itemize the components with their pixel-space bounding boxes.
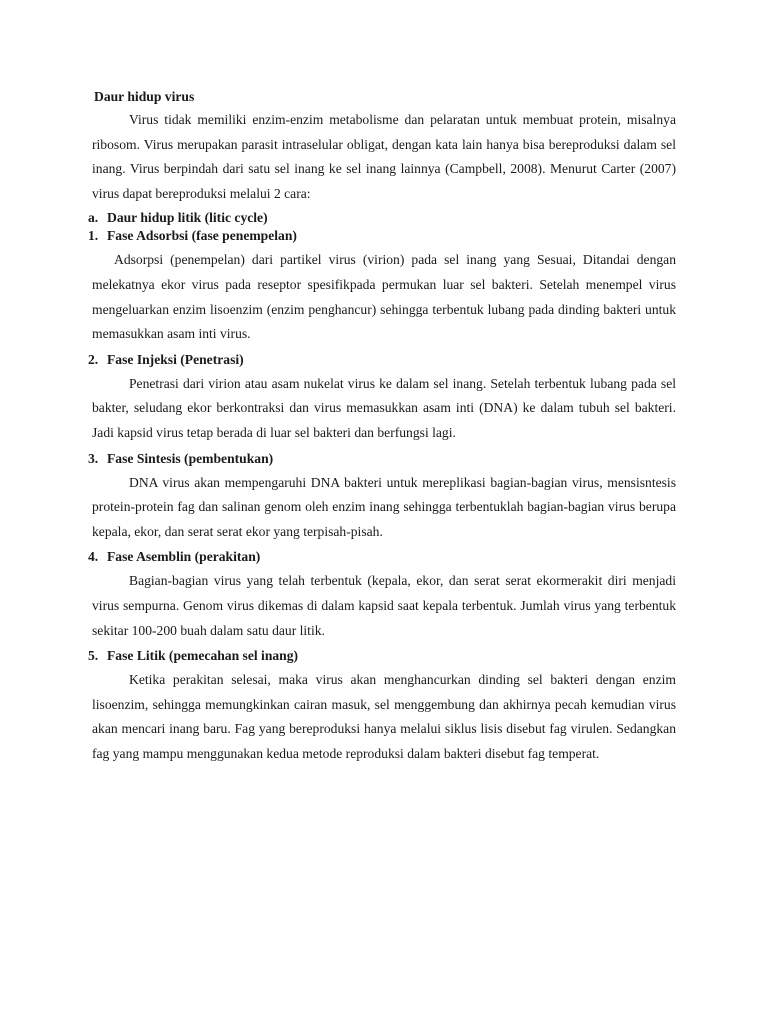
section-a-heading [88, 209, 676, 227]
phase-5-title: Fase Litik (pemecahan sel inang) [107, 648, 299, 664]
phase-3-title: Fase Sintesis (pembentukan) [107, 450, 274, 466]
document-title: Daur hidup virus [94, 89, 195, 104]
document-body [88, 86, 676, 766]
phase-1-paragraph: Adsorpsi (penempelan) dari partikel virus (virion) pada sel inang yang Sesuai, Ditandai dengan melekatnya ekor virus pada reseptor spesifikpada permukan luar sel bakteri. Setelah menempel virus mengeluarkan enzim lisoenzim (enzim penghancur) sehingga terbentuk lubang pada dinding bakteri untuk memasukkan asam inti virus. [92, 252, 676, 342]
phase-4-title: Fase Asemblin (perakitan) [107, 549, 261, 565]
phase-4-heading [88, 548, 676, 566]
section-a-title: Daur hidup litik (litic cycle) [107, 210, 268, 226]
intro-paragraph: Virus tidak memiliki enzim-enzim metabolisme dan pelaratan untuk membuat protein, misalnya ribosom. Virus merupakan parasit intraselular obligat, dengan kata lain hanya bisa bereproduksi dalam sel inang. Virus berpindah dari satu sel inang ke sel inang lainnya (Campbell, 2008). Menurut Carter (2007) virus dapat bereproduksi melalui 2 cara: [92, 112, 676, 201]
phase-2-marker: 2. [88, 351, 99, 367]
phase-3-heading [88, 450, 676, 468]
phase-4-paragraph: Bagian-bagian virus yang telah terbentuk (kepala, ekor, dan serat serat ekormerakit diri menjadi virus sempurna. Genom virus dikemas di dalam kapsid saat kepala terbentuk. Jumlah virus yang terbentuk sekitar 100-200 buah dalam satu daur litik. [92, 573, 676, 638]
phase-3-paragraph: DNA virus akan mempengaruhi DNA bakteri untuk mereplikasi bagian-bagian virus, mensisntesis protein-protein fag dan salinan genom oleh enzim inang sehingga terbentuklah bagian-bagian virus berupa kepala, ekor, dan serat serat ekor yang terpisah-pisah. [92, 474, 676, 539]
phase-5-paragraph: Ketika perakitan selesai, maka virus akan menghancurkan dinding sel bakteri dengan enzim lisoenzim, sehingga memungkinkan cairan masuk, sel menggembung dan akhirnya pecah kemudian virus akan mencari inang baru. Fag yang bereproduksi hanya melalui siklus lisis disebut fag virulen. Sedangkan fag yang mampu menggunakan kedua metode reproduksi dalam bakteri disebut fag temperat. [92, 672, 676, 761]
phase-1-marker: 1. [88, 228, 99, 244]
phase-2-paragraph: Penetrasi dari virion atau asam nukelat virus ke dalam sel inang. Setelah terbentuk lubang pada sel bakter, seludang ekor berkontraksi dan virus memasukkan asam inti (DNA) ke dalam tubuh sel bakteri. Jadi kapsid virus tetap berada di luar sel bakteri dan berfungsi lagi. [92, 375, 676, 440]
phase-1-title: Fase Adsorbsi (fase penempelan) [107, 228, 297, 244]
phase-3-marker: 3. [88, 450, 99, 466]
phase-2-heading [88, 351, 676, 369]
phase-1-heading [88, 227, 676, 245]
phase-5-heading [88, 647, 676, 665]
phase-2-title: Fase Injeksi (Penetrasi) [107, 351, 244, 367]
section-a-marker: a. [88, 210, 99, 226]
phase-5-marker: 5. [88, 648, 99, 664]
phase-4-marker: 4. [88, 549, 99, 565]
